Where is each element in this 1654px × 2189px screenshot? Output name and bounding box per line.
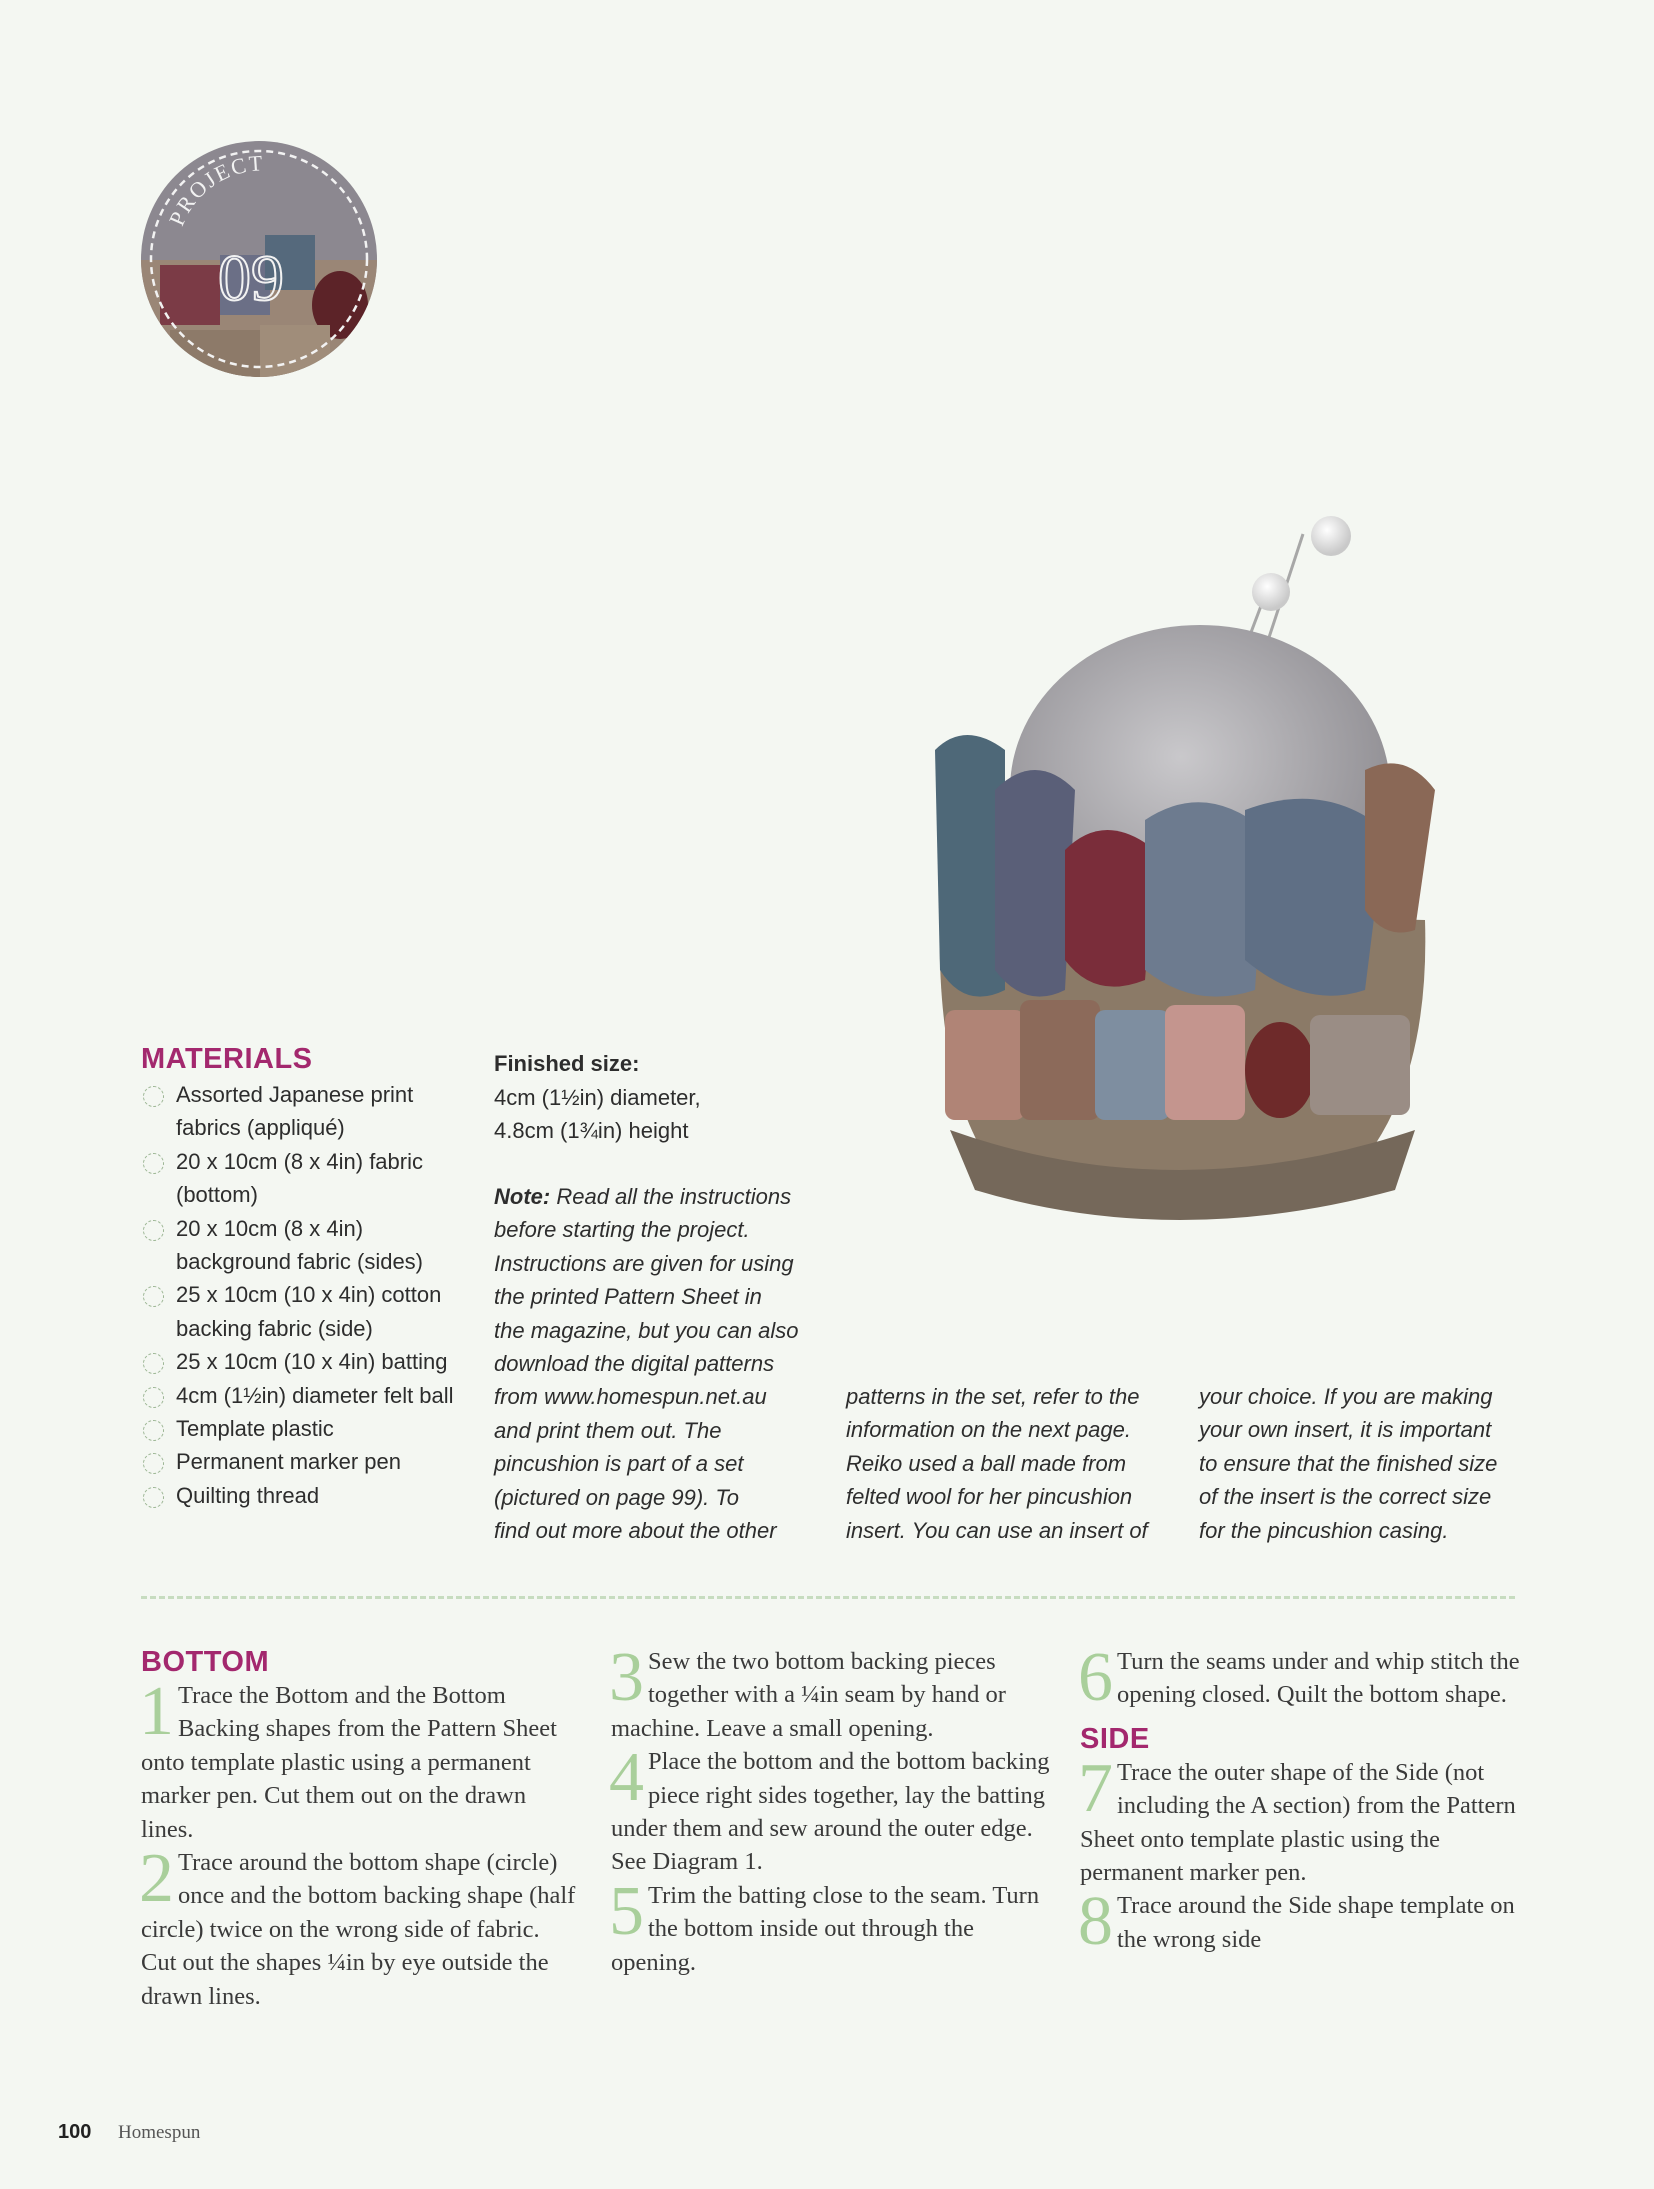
finished-size-height: 4.8cm (1¾in) height: [494, 1118, 689, 1143]
note-text-column-2: patterns in the set, refer to the information on the next page. Reiko used a ball made from felted wool for her pincushion insert. You can use an insert of: [846, 1384, 1148, 1543]
step-text: Trace around the Side shape template on the wrong side: [1117, 1892, 1515, 1953]
step-number: 5: [609, 1872, 644, 1950]
side-heading: SIDE: [1080, 1722, 1150, 1755]
step-number: 6: [1078, 1639, 1113, 1716]
step-number: 3: [609, 1639, 644, 1716]
dashed-circle-bullet-icon: [143, 1220, 164, 1241]
finished-size-diameter: 4cm (1½in) diameter,: [494, 1085, 701, 1110]
materials-item: 4cm (1½in) diameter felt ball: [141, 1379, 471, 1412]
note-text-column-3: your choice. If you are making your own insert, it is important to ensure that the finished size of the insert is the correct size for the pincushion casing.: [1199, 1384, 1498, 1543]
step-number: 8: [1078, 1883, 1113, 1961]
materials-item: Template plastic: [141, 1412, 471, 1445]
dashed-circle-bullet-icon: [143, 1086, 164, 1107]
page-number: 100: [58, 2121, 92, 2143]
pincushion-photo: [905, 490, 1465, 1250]
badge-number: 09: [218, 242, 284, 315]
magazine-name: Homespun: [118, 2122, 201, 2143]
pin-head: [1311, 516, 1351, 556]
materials-heading: MATERIALS: [141, 1043, 313, 1075]
dashed-circle-bullet-icon: [143, 1487, 164, 1508]
instruction-step: [609, 1739, 1051, 1879]
instructions-column-2: [609, 1639, 1051, 1979]
instruction-step: [1078, 1883, 1520, 1961]
step-text: Sew the two bottom backing pieces together with a ¼in seam by hand or machine. Leave a small opening.: [611, 1648, 1006, 1742]
step-number: 2: [139, 1840, 174, 1918]
note-text: Read all the instructions before starting the project. Instructions are given for using the printed Pattern Sheet in the magazine, but you can also download the digital patterns from www.homespun.net.au and print them out. The pincushion is part of a set (pictured on page 99). To find out more about the other: [494, 1184, 799, 1544]
dashed-circle-bullet-icon: [143, 1453, 164, 1474]
step-text: Trace the Bottom and the Bottom Backing shapes from the Pattern Sheet onto template plastic using a permanent marker pen. Cut them out on the drawn lines.: [141, 1682, 557, 1843]
note-label: Note:: [494, 1184, 551, 1209]
step-number: 4: [609, 1739, 644, 1817]
step-text: Trace the outer shape of the Side (not including the A section) from the Pattern Sheet onto template plastic using the permanent marker pen.: [1080, 1758, 1516, 1887]
instruction-step: [609, 1872, 1051, 1979]
instruction-step: [139, 1673, 581, 1846]
instruction-step: [139, 1840, 581, 2013]
materials-item: 25 x 10cm (10 x 4in) batting: [141, 1345, 471, 1378]
step-text: Turn the seams under and whip stitch the opening closed. Quilt the bottom shape.: [1117, 1648, 1520, 1709]
note-text-column-1: [494, 1180, 834, 1547]
step-number: 1: [139, 1673, 174, 1750]
dashed-circle-bullet-icon: [143, 1353, 164, 1374]
instruction-step: [1078, 1749, 1520, 1890]
instructions-column-1: [141, 1645, 581, 2013]
finished-size-label: Finished size:: [494, 1051, 640, 1076]
dashed-circle-bullet-icon: [143, 1286, 164, 1307]
project-badge: [140, 140, 378, 378]
step-text: Trace around the bottom shape (circle) once and the bottom backing shape (half circle) twice on the wrong side of fabric. Cut out the shapes ¼in by eye outside the drawn lines.: [141, 1849, 576, 2010]
step-text: Trim the batting close to the seam. Turn the bottom inside out through the opening.: [611, 1881, 1040, 1976]
materials-item: 25 x 10cm (10 x 4in) cotton backing fabric (side): [141, 1278, 471, 1345]
dashed-circle-bullet-icon: [143, 1387, 164, 1408]
instructions-column-3: [1078, 1639, 1520, 1961]
dashed-circle-bullet-icon: [143, 1420, 164, 1441]
bottom-heading: BOTTOM: [141, 1646, 270, 1678]
materials-list: [141, 1078, 471, 1512]
instruction-step: [1078, 1639, 1520, 1716]
step-text: Place the bottom and the bottom backing piece right sides together, lay the batting under them and sew around the outer edge. See Diagram 1.: [611, 1748, 1050, 1876]
materials-item: Permanent marker pen: [141, 1445, 471, 1478]
dashed-circle-bullet-icon: [143, 1153, 164, 1174]
materials-item: Assorted Japanese print fabrics (appliqué): [141, 1078, 471, 1145]
step-number: 7: [1078, 1749, 1113, 1827]
instruction-step: [609, 1639, 1051, 1745]
materials-item: 20 x 10cm (8 x 4in) background fabric (sides): [141, 1212, 471, 1279]
pin-head: [1252, 573, 1290, 611]
section-divider: [141, 1596, 1515, 1599]
materials-item: Quilting thread: [141, 1479, 471, 1512]
materials-item: 20 x 10cm (8 x 4in) fabric (bottom): [141, 1145, 471, 1212]
badge-label: PROJECT: [163, 150, 266, 230]
